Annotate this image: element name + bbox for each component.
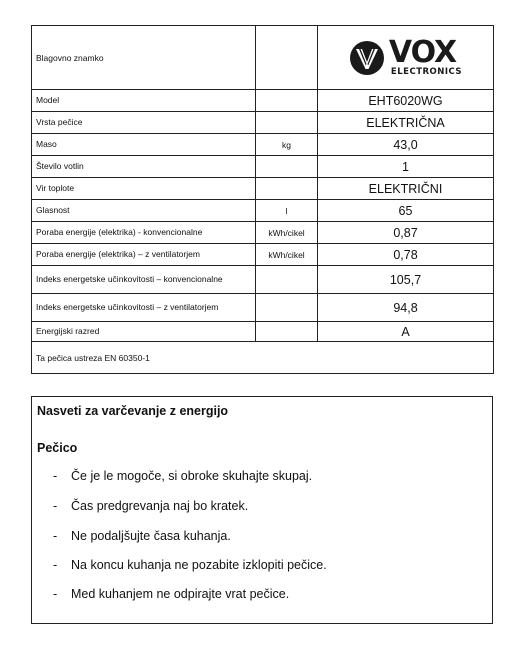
spec-label: Indeks energetske učinkovitosti – z ventilatorjem bbox=[32, 294, 256, 322]
tips-subtitle: Pečico bbox=[37, 441, 78, 455]
spec-label: Maso bbox=[32, 134, 256, 156]
spec-value: 43,0 bbox=[318, 134, 494, 156]
spec-label: Število votlin bbox=[32, 156, 256, 178]
brand-logo-cell bbox=[318, 26, 494, 90]
spec-label: Vir toplote bbox=[32, 178, 256, 200]
tip-text: Na koncu kuhanja ne pozabite izklopiti pečice. bbox=[71, 558, 327, 572]
tip-item bbox=[53, 499, 248, 513]
standard-note: Ta pečica ustreza EN 60350-1 bbox=[32, 342, 494, 374]
tip-item bbox=[53, 469, 312, 483]
tip-item bbox=[53, 558, 327, 572]
tip-dash: - bbox=[53, 469, 58, 483]
energy-tips-box bbox=[31, 396, 493, 624]
spec-label: Energijski razred bbox=[32, 322, 256, 342]
spec-value: 65 bbox=[318, 200, 494, 222]
spec-label: Poraba energije (elektrika) - konvencionalne bbox=[32, 222, 256, 244]
tip-dash: - bbox=[53, 558, 58, 572]
tip-text: Če je le mogoče, si obroke skuhajte skupaj. bbox=[71, 469, 313, 483]
spec-label: Model bbox=[32, 90, 256, 112]
spec-unit bbox=[256, 90, 318, 112]
spec-unit: kWh/cikel bbox=[256, 244, 318, 266]
spec-label: Glasnost bbox=[32, 200, 256, 222]
spec-row bbox=[32, 156, 494, 178]
brand-label: Blagovno znamko bbox=[32, 26, 256, 90]
tip-text: Čas predgrevanja naj bo kratek. bbox=[71, 499, 249, 513]
spec-unit: kWh/cikel bbox=[256, 222, 318, 244]
vox-emblem-icon bbox=[349, 40, 385, 76]
spec-value: 105,7 bbox=[318, 266, 494, 294]
tip-item bbox=[53, 529, 231, 543]
spec-unit bbox=[256, 156, 318, 178]
tip-item bbox=[53, 587, 289, 601]
spec-unit: kg bbox=[256, 134, 318, 156]
vox-logo bbox=[322, 34, 489, 77]
spec-row bbox=[32, 134, 494, 156]
spec-label: Vrsta pečice bbox=[32, 112, 256, 134]
spec-value: 0,78 bbox=[318, 244, 494, 266]
spec-row bbox=[32, 244, 494, 266]
spec-value: ELEKTRIČNI bbox=[318, 178, 494, 200]
product-spec-table bbox=[31, 25, 494, 374]
tip-dash: - bbox=[53, 587, 58, 601]
tip-dash: - bbox=[53, 529, 58, 543]
spec-row bbox=[32, 90, 494, 112]
spec-label: Poraba energije (elektrika) – z ventilatorjem bbox=[32, 244, 256, 266]
spec-unit bbox=[256, 322, 318, 342]
tips-title: Nasveti za varčevanje z energijo bbox=[37, 404, 229, 418]
spec-row bbox=[32, 112, 494, 134]
spec-row bbox=[32, 322, 494, 342]
spec-unit bbox=[256, 294, 318, 322]
tip-text: Ne podaljšujte časa kuhanja. bbox=[71, 529, 231, 543]
spec-value: 1 bbox=[318, 156, 494, 178]
spec-unit bbox=[256, 266, 318, 294]
spec-row bbox=[32, 222, 494, 244]
logo-wordmark: VOX bbox=[388, 34, 457, 70]
spec-value: 94,8 bbox=[318, 294, 494, 322]
tip-text: Med kuhanjem ne odpirajte vrat pečice. bbox=[71, 587, 290, 601]
brand-unit-cell bbox=[256, 26, 318, 90]
spec-label: Indeks energetske učinkovitosti – konvencionalne bbox=[32, 266, 256, 294]
spec-unit bbox=[256, 178, 318, 200]
spec-row bbox=[32, 294, 494, 322]
spec-value: EHT6020WG bbox=[318, 90, 494, 112]
spec-unit: l bbox=[256, 200, 318, 222]
spec-unit bbox=[256, 112, 318, 134]
spec-value: A bbox=[318, 322, 494, 342]
spec-value: 0,87 bbox=[318, 222, 494, 244]
tip-dash: - bbox=[53, 499, 58, 513]
note-row bbox=[32, 342, 494, 374]
spec-row bbox=[32, 200, 494, 222]
logo-subtext: ELECTRONICS bbox=[390, 66, 463, 77]
spec-row bbox=[32, 266, 494, 294]
spec-value: ELEKTRIČNA bbox=[318, 112, 494, 134]
spec-row bbox=[32, 178, 494, 200]
brand-row bbox=[32, 26, 494, 90]
